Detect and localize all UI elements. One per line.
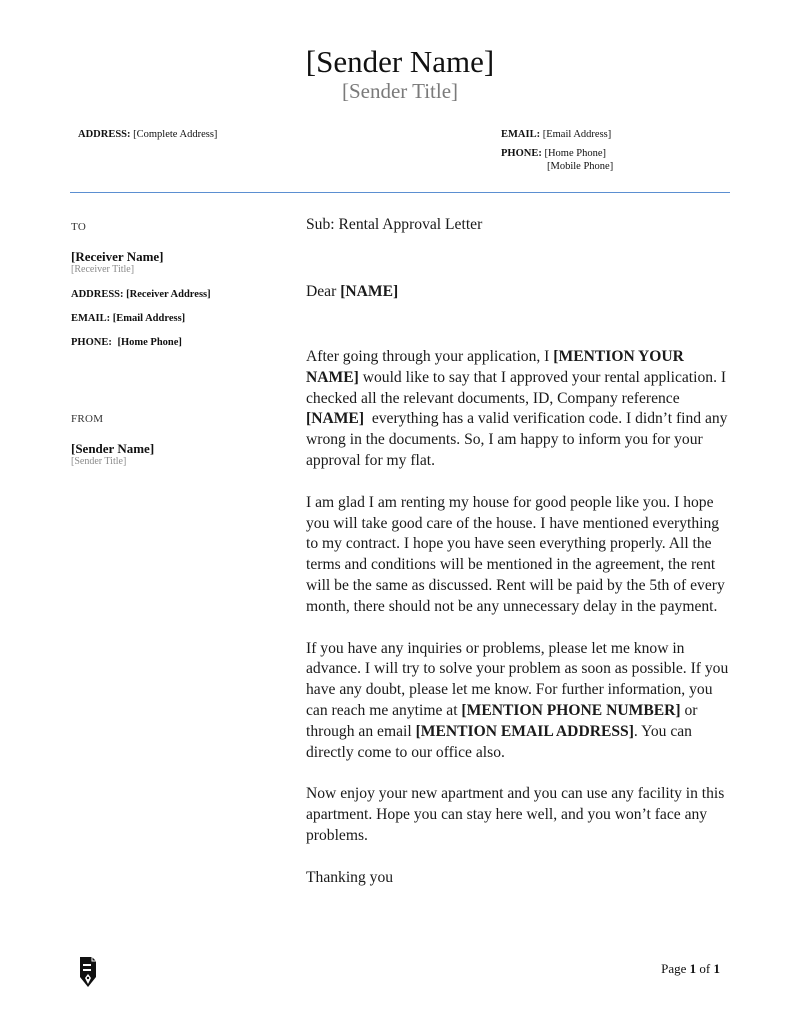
phone-label: PHONE: xyxy=(501,148,542,159)
letter-body xyxy=(306,347,732,910)
paragraph-1 xyxy=(306,347,732,472)
page-of: of xyxy=(696,961,714,976)
receiver-email-label: EMAIL: xyxy=(71,313,111,324)
header-divider xyxy=(70,192,730,193)
sender-name: [Sender Name] xyxy=(305,44,495,79)
sender-phone xyxy=(501,147,613,173)
receiver-title: [Receiver Title] xyxy=(71,264,135,275)
from-sender-title: [Sender Title] xyxy=(71,456,127,467)
p1-text-c: would like to say that I approved your rental application. I checked all the relevant documents, ID, Company reference xyxy=(306,368,730,407)
page-prefix: Page xyxy=(661,961,690,976)
to-label: TO xyxy=(71,221,87,233)
receiver-address-label: ADDRESS: xyxy=(71,289,124,300)
letter-subject: Sub: Rental Approval Letter xyxy=(306,216,483,233)
address-value: [Complete Address] xyxy=(133,129,218,140)
phone-mobile: [Mobile Phone] xyxy=(547,161,614,173)
from-sender-name: [Sender Name] xyxy=(71,441,155,456)
from-label: FROM xyxy=(71,413,104,425)
pen-nib-document-icon xyxy=(78,956,98,988)
p1-placeholder-reference: [NAME] xyxy=(306,410,365,428)
letter-closing: Thanking you xyxy=(306,868,394,886)
sender-address xyxy=(78,128,217,141)
receiver-address-value: [Receiver Address] xyxy=(126,289,211,300)
address-label: ADDRESS: xyxy=(78,129,131,140)
p3-text-c: or through an email xyxy=(306,701,702,740)
paragraph-2: I am glad I am renting my house for good people like you. I hope you will take good care of the house. I have mentioned everything to my contract. I hope you have seen everything properly. All the terms and conditions will be mentioned in the agreement, the rent will be the same as discussed. Rent will be paid by the 5th of every month, there should not be any unnecessary delay in the payment. xyxy=(306,493,725,615)
p1-placeholder-name: [MENTION YOUR NAME] xyxy=(306,348,684,386)
receiver-email-value: [Email Address] xyxy=(112,313,186,324)
sender-email xyxy=(501,128,611,141)
paragraph-4: Now enjoy your new apartment and you can use any facility in this apartment. Hope you can stay here well, and you won’t face any problems. xyxy=(306,785,725,844)
receiver-phone-value: [Home Phone] xyxy=(117,337,182,348)
p3-text-a: If you have any inquiries or problems, please let me know in advance. I will try to solve your problem as soon as possible. If you have any doubt, please let me know. For further information, you can reach me anytime at xyxy=(306,639,729,719)
p1-text-a: After going through your application, I xyxy=(306,348,554,365)
email-value: [Email Address] xyxy=(542,129,612,140)
p3-placeholder-phone: [MENTION PHONE NUMBER] xyxy=(461,701,681,719)
email-label: EMAIL: xyxy=(501,129,541,140)
p3-text-e: . You can directly come to our office also. xyxy=(306,722,692,761)
phone-home: [Home Phone] xyxy=(544,148,606,159)
receiver-phone xyxy=(71,337,182,348)
receiver-address xyxy=(71,289,211,300)
page-number xyxy=(620,961,720,977)
p3-placeholder-email: [MENTION EMAIL ADDRESS] xyxy=(415,722,634,740)
receiver-name: [Receiver Name] xyxy=(71,249,164,264)
salutation-prefix: Dear xyxy=(306,283,341,300)
receiver-email xyxy=(71,313,185,324)
receiver-phone-label: PHONE: xyxy=(71,337,112,348)
page-current: 1 xyxy=(689,961,697,976)
paragraph-3 xyxy=(306,639,732,764)
page-total: 1 xyxy=(713,961,720,976)
letter-salutation xyxy=(306,283,398,301)
p1-text-e: everything has a valid verification code. I didn’t find any wrong in the documents. So, I am happy to inform you for your approval for my flat. xyxy=(306,410,732,469)
sender-title: [Sender Title] xyxy=(341,79,459,103)
salutation-name: [NAME] xyxy=(340,283,399,300)
